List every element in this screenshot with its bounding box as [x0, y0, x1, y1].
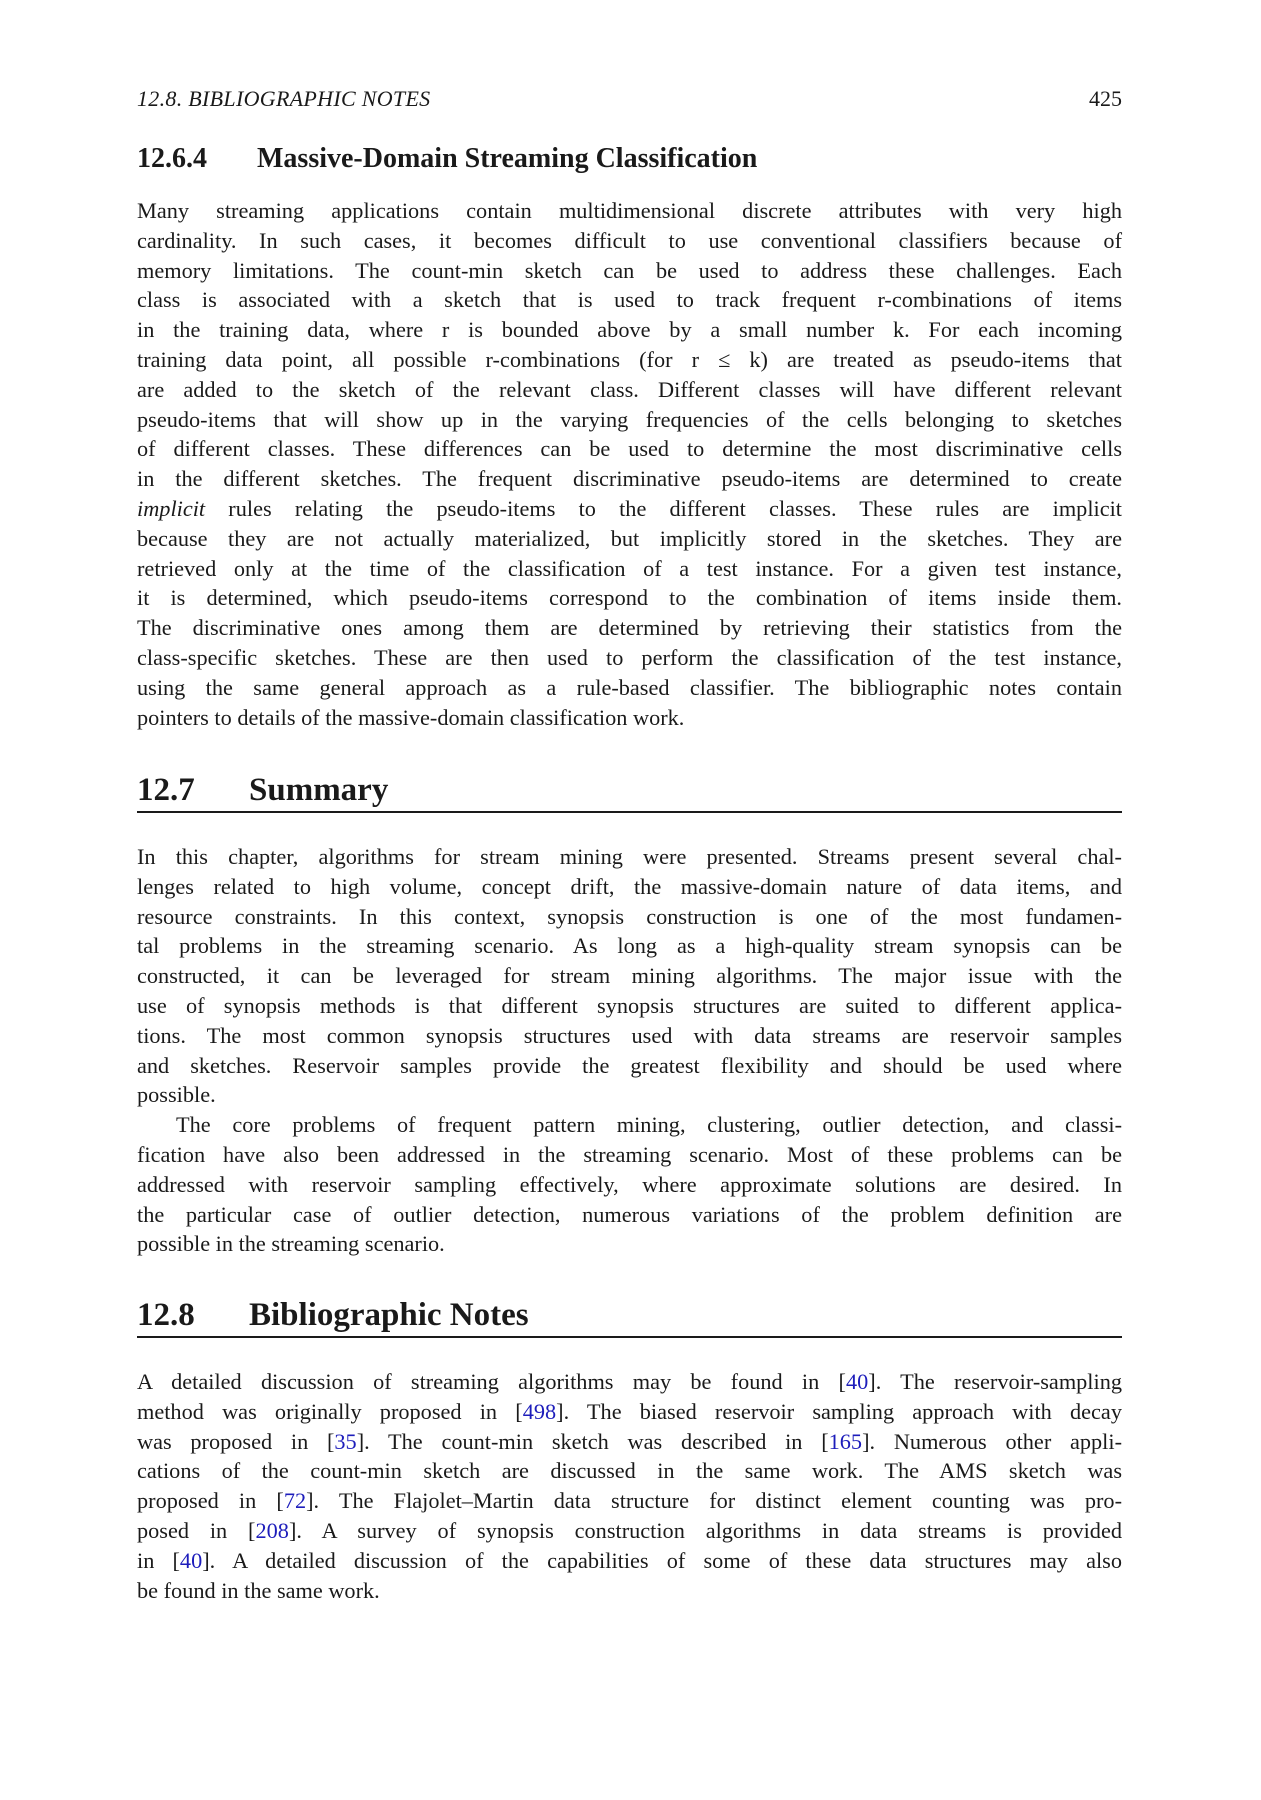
section-number: 12.8 [137, 1297, 195, 1333]
text-line: The discriminative ones among them are determined by retrieving their statistics from the [137, 615, 1122, 641]
text-line: be found in the same work. [137, 1577, 380, 1603]
text-line: tal problems in the streaming scenario. As long as a high-quality stream synopsis can be [137, 933, 1122, 959]
emphasis: implicit [137, 495, 206, 521]
text-line: A detailed discussion of streaming algorithms may be found in [40]. The reservoir-sampling [137, 1369, 1122, 1394]
text-line: possible in the streaming scenario. [137, 1231, 445, 1257]
text-line: use of synopsis methods is that different synopsis structures are suited to different applica- [137, 992, 1122, 1018]
text-line: possible. [137, 1082, 216, 1108]
section-title: Bibliographic Notes [249, 1297, 529, 1333]
text-line: cations of the count-min sketch are discussed in the same work. The AMS sketch was [137, 1458, 1122, 1484]
text-line: memory limitations. The count-min sketch can be used to address these challenges. Each [137, 257, 1122, 283]
subsection-heading-12-6-4 [137, 143, 757, 175]
page-number: 425 [1089, 86, 1122, 111]
text-line: are added to the sketch of the relevant class. Different classes will have different relevant [137, 376, 1122, 402]
text-line: constructed, it can be leveraged for stream mining algorithms. The major issue with the [137, 963, 1122, 989]
running-head [137, 86, 1122, 112]
text-line: of different classes. These differences can be used to determine the most discriminative cells [137, 436, 1122, 462]
text-line: implicit rules relating the pseudo-items to the different classes. These rules are implicit [137, 495, 1122, 521]
section-heading-12-8 [137, 1297, 1122, 1338]
text-line: and sketches. Reservoir samples provide the greatest flexibility and should be used where [137, 1052, 1122, 1078]
paragraph-summary-1 [137, 842, 1122, 1110]
text-line: Many streaming applications contain multidimensional discrete attributes with very high [137, 198, 1122, 223]
subsection-number: 12.6.4 [137, 143, 207, 174]
text-line: The core problems of frequent pattern mining, clustering, outlier detection, and classi- [176, 1112, 1122, 1138]
paragraph-massive-domain [137, 196, 1122, 732]
citation-link[interactable]: 40 [845, 1369, 869, 1394]
subsection-paragraph [137, 196, 1122, 732]
citation-link[interactable]: 40 [179, 1547, 203, 1573]
text-line: in the different sketches. The frequent discriminative pseudo-items are determined to create [137, 466, 1122, 492]
citation-link[interactable]: 72 [283, 1488, 307, 1514]
text-line: class-specific sketches. These are then used to perform the classification of the test instance, [137, 644, 1122, 670]
text-line: in [40]. A detailed discussion of the capabilities of some of these data structures may also [137, 1547, 1122, 1573]
text-line: tions. The most common synopsis structures used with data streams are reservoir samples [137, 1022, 1122, 1048]
section-heading-12-7 [137, 772, 1122, 813]
text-line: retrieved only at the time of the classification of a test instance. For a given test instance, [137, 555, 1122, 581]
text-line: because they are not actually materialized, but implicitly stored in the sketches. They are [137, 525, 1122, 551]
section-title: Summary [249, 772, 389, 808]
text-line: method was originally proposed in [498]. The biased reservoir sampling approach with decay [137, 1398, 1122, 1424]
text-line: was proposed in [35]. The count-min sketch was described in [165]. Numerous other appli- [137, 1428, 1123, 1454]
text-line: class is associated with a sketch that is used to track frequent r-combinations of items [137, 287, 1122, 313]
text-line: using the same general approach as a rule-based classifier. The bibliographic notes contain [137, 674, 1122, 700]
paragraph-bibliographic-notes [137, 1367, 1122, 1605]
text-line: training data point, all possible r-combinations (for r ≤ k) are treated as pseudo-items that [137, 346, 1122, 372]
citation-link[interactable]: 208 [255, 1517, 289, 1543]
text-line: fication have also been addressed in the streaming scenario. Most of these problems can be [137, 1141, 1122, 1167]
text-line: posed in [208]. A survey of synopsis construction algorithms in data streams is provided [137, 1517, 1123, 1543]
citation-link[interactable]: 498 [522, 1398, 557, 1424]
text-line: resource constraints. In this context, synopsis construction is one of the most fundamen- [137, 903, 1122, 929]
summary-paragraphs [137, 842, 1122, 1259]
text-line: proposed in [72]. The Flajolet–Martin data structure for distinct element counting was pro- [137, 1488, 1122, 1514]
text-line: pseudo-items that will show up in the varying frequencies of the cells belonging to sketches [137, 406, 1122, 432]
citation-link[interactable]: 35 [334, 1428, 357, 1454]
text-line: lenges related to high volume, concept drift, the massive-domain nature of data items, and [137, 873, 1122, 899]
section-number: 12.7 [137, 772, 195, 808]
paragraph-summary-2 [137, 1110, 1122, 1259]
running-head-title: 12.8. BIBLIOGRAPHIC NOTES [137, 86, 431, 111]
subsection-title: Massive-Domain Streaming Classification [257, 143, 758, 174]
text-line: pointers to details of the massive-domain classification work. [137, 704, 685, 730]
citation-link[interactable]: 165 [828, 1428, 863, 1454]
text-line: cardinality. In such cases, it becomes difficult to use conventional classifiers because of [137, 227, 1122, 253]
text-line: the particular case of outlier detection, numerous variations of the problem definition are [137, 1201, 1122, 1227]
text-line: it is determined, which pseudo-items correspond to the combination of items inside them. [137, 585, 1122, 611]
text-line: addressed with reservoir sampling effectively, where approximate solutions are desired. In [137, 1171, 1122, 1197]
bibliographic-paragraph [137, 1367, 1122, 1605]
text-line: In this chapter, algorithms for stream mining were presented. Streams present several chal- [137, 844, 1122, 869]
text-line: in the training data, where r is bounded above by a small number k. For each incoming [137, 317, 1122, 343]
